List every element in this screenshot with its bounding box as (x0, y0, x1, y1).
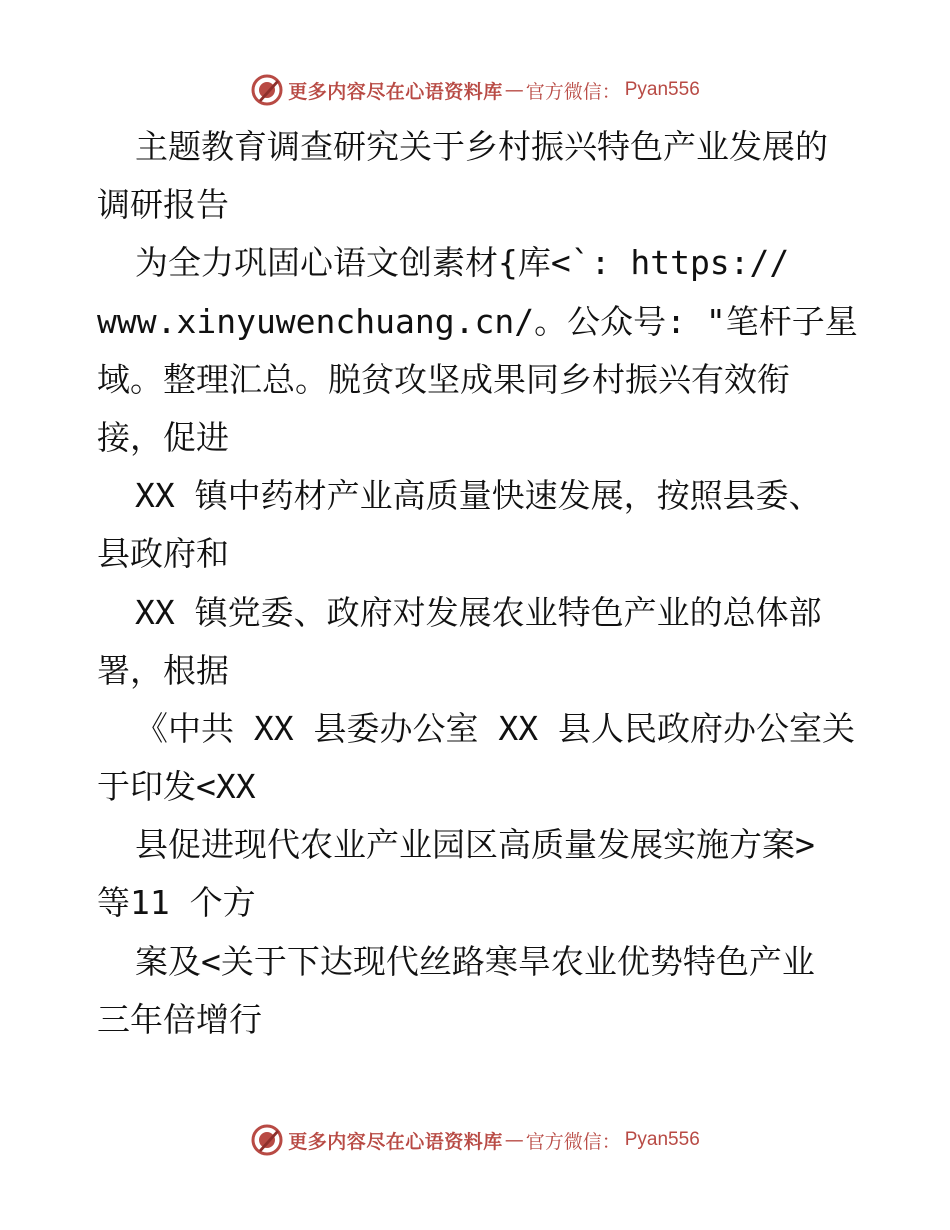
doc-line: 三年倍增行 (97, 999, 262, 1039)
doc-line: 调研报告 (97, 185, 229, 225)
doc-line: 等11 个方 (97, 883, 256, 923)
doc-line: 县政府和 (97, 534, 229, 574)
quill-seal-icon (250, 73, 284, 107)
watermark-wechat-label: 官方微信： (525, 80, 621, 103)
header-watermark (0, 70, 950, 110)
watermark-main-text: 更多内容尽在心语资料库 (288, 80, 503, 103)
doc-line: 为全力巩固心语文创素材{库<`: https:// (135, 243, 790, 283)
watermark-dash: — (504, 79, 524, 101)
watermark-wechat-id: Pyan556 (624, 1129, 700, 1150)
footer-watermark (0, 1120, 950, 1160)
doc-line: 署，根据 (97, 650, 229, 690)
document-body (97, 118, 877, 1049)
doc-line: 主题教育调查研究关于乡村振兴特色产业发展的 (135, 127, 828, 166)
doc-line: 域。整理汇总。脱贫攻坚成果同乡村振兴有效衔 (97, 359, 790, 399)
doc-line: www.xinyuwenchuang.cn/。公众号: "笔杆子星 (97, 301, 858, 341)
doc-line: 于印发<XX (97, 767, 256, 807)
doc-line: 《中共 XX 县委办公室 XX 县人民政府办公室关 (135, 708, 855, 748)
doc-line: XX 镇中药材产业高质量快速发展，按照县委、 (135, 476, 822, 516)
watermark-wechat-label: 官方微信： (525, 1130, 621, 1153)
doc-line: XX 镇党委、政府对发展农业特色产业的总体部 (135, 592, 822, 632)
quill-seal-icon (250, 1123, 284, 1157)
watermark-wechat-id: Pyan556 (624, 79, 700, 100)
watermark-dash: — (504, 1129, 524, 1151)
doc-line: 接，促进 (97, 417, 229, 457)
doc-line: 案及<关于下达现代丝路寒旱农业优势特色产业 (135, 941, 815, 981)
watermark-main-text: 更多内容尽在心语资料库 (288, 1130, 503, 1153)
doc-line: 县促进现代农业产业园区高质量发展实施方案> (135, 825, 815, 865)
